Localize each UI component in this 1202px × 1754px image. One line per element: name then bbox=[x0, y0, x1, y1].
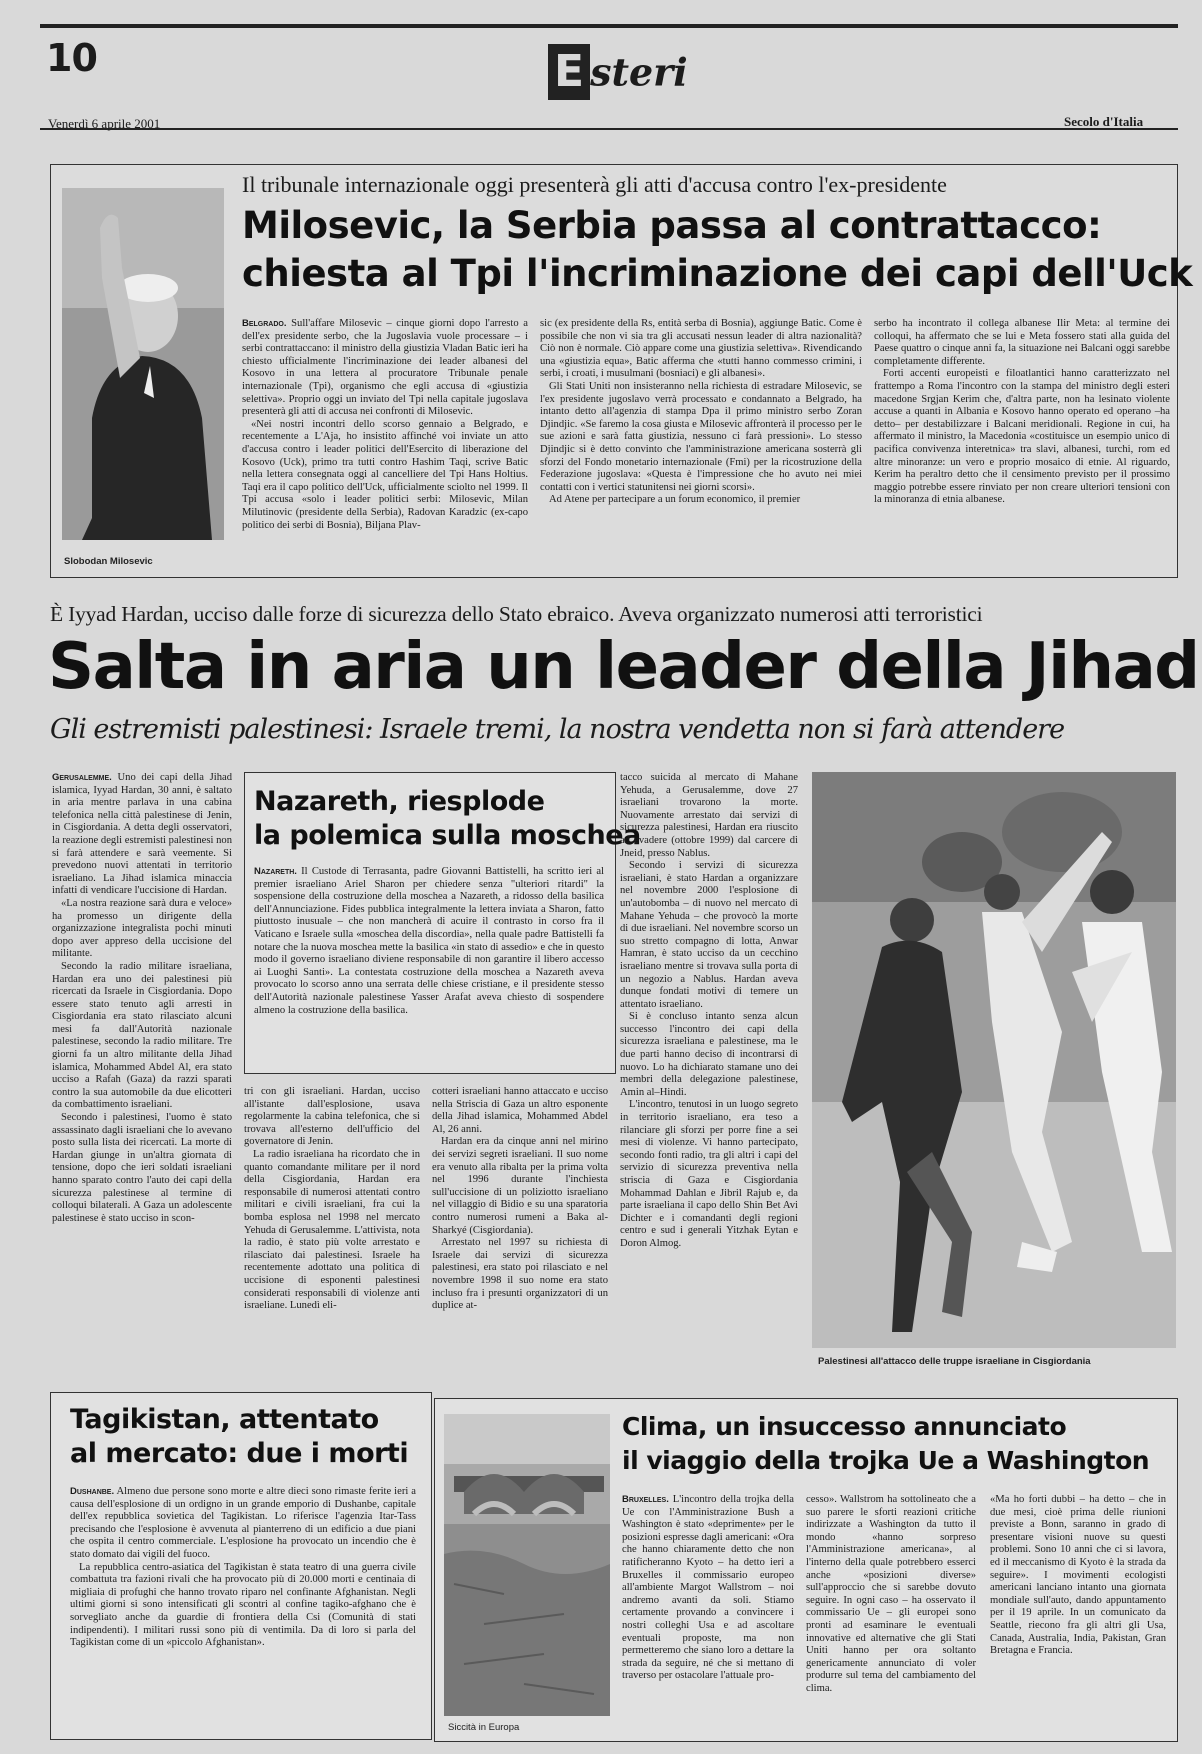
milosevic-photo-caption: Slobodan Milosevic bbox=[64, 556, 153, 567]
tagikistan-column bbox=[70, 1486, 416, 1730]
clima-column-1 bbox=[622, 1494, 794, 1730]
section-rest: steri bbox=[590, 49, 688, 95]
nazareth-title-line2: la polemica sulla moschea bbox=[254, 820, 641, 851]
jihad-column-3 bbox=[432, 1086, 608, 1370]
tagikistan-text-2: La repubblica centro-asiatica del Tagikistan è stata teatro di una guerra civile combattuta tra fazioni rivali che ha provocato più di 20.000 morti e centinaia di migliaia di profughi che hanno trovato riparo nel confinante Afghanistan. Negli ultimi giorni si sono intensificati gli scontri al confine tagiko-afghano che è sorvegliato anche da guardie di frontiera della Csi (Comunità di stati indipendenti). I militari russi sono più di ventimila. Da di loro si parla del Tagikistan come di un «piccolo Afghanistan». bbox=[70, 1561, 416, 1649]
milosevic-text-4: Gli Stati Uniti non insisteranno nella richiesta di estradare Milosevic, se l'ex presidente jugoslavo verrà processato e condannato a Belgrado, ha intanto detto all'agenzia di stampa Dpa il primo ministro serbo Zoran Djindjic. «Se faremo la cosa giusta e Milosevic affronterà il processo per le sue azioni e sarà fatta giustizia, nessuno ci farà pressioni». Lo stesso Djindjic si è detto convinto che l'amministrazione americana sosterrà gli sforzi del Fondo monetario internazionale (Fmi) per la ricostruzione della Federazione jugoslava: «Questa è l'impressione che ho avuto nei miei contatti con i vertici statunitensi nei giorni scorsi». bbox=[540, 380, 862, 493]
milosevic-text-6: serbo ha incontrato il collega albanese Ilir Meta: al termine dei colloqui, ha affermato che se lui e Meta fossero stati alla guida del Paese quattro o cinque anni fa, la situazione nei Balcani oggi sarebbe completamente differente. bbox=[874, 318, 1170, 367]
milosevic-kicker: Il tribunale internazionale oggi presenterà gli atti d'accusa contro l'ex-presidente bbox=[242, 172, 947, 197]
milosevic-text-5: Ad Atene per partecipare a un forum economico, il premier bbox=[549, 494, 801, 506]
tagikistan-title-line2: al mercato: due i morti bbox=[70, 1438, 409, 1469]
jihad-column-4 bbox=[620, 772, 798, 1370]
milosevic-photo bbox=[62, 188, 224, 540]
milosevic-title-line2: chiesta al Tpi l'incriminazione dei capi dell'Uck bbox=[242, 252, 1193, 295]
issue-date: Venerdì 6 aprile 2001 bbox=[48, 116, 161, 131]
jihad-text-11: Secondo i servizi di sicurezza israeliani, è stato Hardan a organizzare nel novembre 2000 l'esplosione di un'autobomba – di nuovo nel mercato di Mahane Yehuda – che provocò la morte di due israeliani. Nel novembre scorso un suo stretto compagno di lotta, Anwar Hamran, è stato ucciso da un cecchino israeliano mentre si trovava sulla porta di un negozio a Nablus. Hardan aveva dunque fondati motivi di temere un attentato israeliano. bbox=[620, 860, 798, 1010]
milosevic-text-2: «Nei nostri incontri dello scorso gennaio a Belgrado, e recentemente a L'Aja, ho insistito affinché voi inviate un atto d'accusa contro i leader politici dell'Esercito di liberazione del Kosovo (Uck), primo tra tutti contro Hashim Taqi, scrive Batic nella lettera consegnata oggi al cancelliere del Tpi Hans Holtius. Taqi era il capo politico dell'Uck, ufficialmente sciolto nel 1999. Il Tpi accusa «solo i leader politici serbi: Milosevic, Milan Milutinovic (presidente della Serbia), Radovan Karadzic (ex-capo politico dei serbi di Bosnia), Biljana Plav- bbox=[242, 418, 528, 531]
section-initial: E bbox=[548, 44, 590, 100]
nazareth-dateline: Nazareth. bbox=[254, 866, 297, 877]
clash-photo-caption: Palestinesi all'attacco delle truppe israeliane in Cisgiordania bbox=[818, 1356, 1091, 1367]
page-number: 10 bbox=[46, 36, 97, 80]
clima-title-line2: il viaggio della trojka Ue a Washington bbox=[622, 1446, 1150, 1475]
clash-photo-drawing bbox=[812, 772, 1176, 1348]
jihad-text-3: Secondo la radio militare israeliana, Hardan era uno dei palestinesi più ricercati da Israele in Cisgiordania. Dopo essere stato tenuto agli arresti in Cisgiordania era stato rilasciato alcuni mesi fa dall'Autorità nazionale palestinese, secondo la radio militare. Tre giorni fa un altro militante della Jihad islamica, Mohammed Abdel Al, era stato ucciso a Rafah (Gaza) da razzi sparati contro la sua automobile da due elicotteri da combattimento israeliani. bbox=[52, 960, 232, 1111]
clima-column-2 bbox=[806, 1494, 976, 1730]
section-title bbox=[548, 44, 688, 100]
nazareth-column bbox=[254, 866, 604, 1064]
tagikistan-text-1: Almeno due persone sono morte e altre dieci sono rimaste ferite ieri a causa dell'esplosione di un ordigno in un grande emporio di Dushanbe, capitale dell'ex repubblica sovietica del Tagikistan. Lo riferisce l'agenzia Itar-Tass precisando che l'esplosione è avvenuta al pianterreno di un edificio a due piani che ospita il centro commerciale. L'esplosione ha provocato un incendio che è stato domato dai vigili del fuoco. bbox=[70, 1486, 416, 1560]
clima-title-line1: Clima, un insuccesso annunciato bbox=[622, 1412, 1067, 1441]
clima-column-3 bbox=[990, 1494, 1166, 1730]
tagikistan-dateline: Dushanbe. bbox=[70, 1486, 115, 1497]
milosevic-column-2 bbox=[540, 318, 862, 566]
top-rule bbox=[40, 24, 1178, 28]
jihad-text-8: Hardan era da cinque anni nel mirino dei servizi segreti israeliani. Il suo nome era venuto alla ribalta per la prima volta nel 1996 durante l'inchiesta sull'uccisione di un poliziotto israeliano nel villaggio di Bidio e su una sparatoria contro numerosi rumeni a Baka al-Sharkyé (Cisgiordania). bbox=[432, 1136, 608, 1236]
jihad-text-13: L'incontro, tenutosi in un luogo segreto in territorio israeliano, era teso a rilanciare gli sforzi per porre fine a sei mesi di violenze. Vi hanno partecipato, secondo fonti radio, tra gli altri i capi del servizio di sicurezza preventiva nella striscia di Gaza e Cisgiordania Mohammad Dahlan e Jibril Rajub e, da parte israeliana il capo dello Shin Bet Avi Dichter e i comandanti degli regioni centro e sud i generali Yitzhak Eytan e Doron Almog. bbox=[620, 1099, 798, 1249]
clima-text-1: L'incontro della trojka della Ue con l'Amministrazione Bush a Washington è stato «deprimente» per le posizioni espresse dagli americani: «Ora che hanno chiaramente detto che non ratificheranno Kyoto – ha detto ieri a Bruxelles il commissario europeo all'ambiente Margot Wallstrom – noi andremo avanti da soli. Stiamo certamente provando a convincere i nostri colleghi Usa e ad ascoltare eventuali proposte, ma non permetteremo che siano loro a dettare la strada da seguire, né che si mettano di traverso per ostacolare l'attuale pro- bbox=[622, 1494, 794, 1682]
milosevic-column-1 bbox=[242, 318, 528, 566]
jihad-text-10: tacco suicida al mercato di Mahane Yehuda, a Gerusalemme, dove 27 israeliani trovarono la morte. Nuovamente arrestato dai servizi di sicurezza palestinesi, Hardan era riuscito ad evadere (ottobre 1999) dal carcere di Jneid, presso Nablus. bbox=[620, 772, 798, 859]
jihad-text-5: tri con gli israeliani. Hardan, ucciso all'istante dall'esplosione, usava regolarmente la cabina telefonica, che si trovava all'esterno dell'ufficio del governatore di Jenin. bbox=[244, 1086, 420, 1148]
milosevic-title-line1: Milosevic, la Serbia passa al contrattacco: bbox=[242, 204, 1102, 247]
jihad-kicker: È Iyyad Hardan, ucciso dalle forze di sicurezza dello Stato ebraico. Aveva organizzato numerosi atti terroristici bbox=[50, 602, 983, 626]
jihad-column-2 bbox=[244, 1086, 420, 1370]
jihad-column-1 bbox=[52, 772, 232, 1370]
jihad-text-4: Secondo i palestinesi, l'uomo è stato assassinato dagli israeliani che lo avevano posto sulla lista dei ricercati. La morte di Hardan giunge in un'altra giornata di tensione, dopo che ieri soldati israeliani hanno sparato contro l'auto dei capi della sicurezza palestinese al termine di colloqui bilaterali. A Gaza un adolescente palestinese è stato ucciso in scon- bbox=[52, 1112, 232, 1224]
jihad-text-2: «La nostra reazione sarà dura e veloce» ha promesso un dirigente della organizzazione integralista pochi minuti dopo aver appreso della uccisione del militante. bbox=[52, 897, 232, 960]
jihad-text-12: Si è concluso intanto senza alcun successo l'incontro dei capi della sicurezza israeliana e palestinese, ma le due parti hanno deciso di incontrarsi di nuovo. Lo ha dichiarato stamane uno dei membri della delegazione palestinese, Amin al–Hindi. bbox=[620, 1011, 798, 1098]
nazareth-title-line1: Nazareth, riesplode bbox=[254, 786, 545, 817]
jihad-dateline: Gerusalemme. bbox=[52, 772, 112, 783]
clash-photo bbox=[812, 772, 1176, 1348]
drought-photo bbox=[444, 1414, 610, 1716]
milosevic-text-3: sic (ex presidente della Rs, entità serba di Bosnia), aggiunge Batic. Come è possibile che non vi sia tra gli accusati nessun leader di altra nazionalità? Ciò non è normale. Ciò appare come una giustizia selettiva». Rivendicando una «giustizia equa», Batic afferma che «tutti hanno commesso crimini, i serbi, i croati, i musulmani (bosniaci) e gli albanesi». bbox=[540, 318, 862, 380]
jihad-title: Salta in aria un leader della Jihad bbox=[48, 630, 1199, 704]
milosevic-text-7: Forti accenti europeisti e filoatlantici hanno caratterizzato nel frattempo a Roma l'incontro con la stampa del ministro degli esteri macedone Srgjan Kerim che, d'altra parte, non ha lesinato violente accuse a quanti in Albania e Kosovo hanno operato ed operano –ha detto– per destabilizzare i Balcani meridionali. Regione in cui, ha affermato il ministro, la Macedonia «costituisce un esempio unico di pacifica convivenza interetnica» tra slavi, albanesi, turchi, rom ed altre minoranze: un vero e proprio mosaico di etnie. Al riguardo, Kerim ha peraltro detto che il censimento previsto per il prossimo maggio potrebbe essere rinviato per non creare ulteriori tensioni con la minoranza di etnia albanese. bbox=[874, 368, 1170, 506]
jihad-text-6: La radio israeliana ha ricordato che in quanto comandante militare per il nord della Cisgiordania, Hardan era responsabile di numerosi attentati contro militari e civili israeliani, fra cui la bomba esplosa nel 1998 nel mercato Yehuda di Gerusalemme. L'attivista, nota la radio, è stato più volte arrestato e rilasciato dai palestinesi. Israele ha recentemente adottato una politica di uccisione di esponenti palestinesi considerati responsabili di violenze anti israeliane. Lunedì eli- bbox=[244, 1148, 420, 1312]
milosevic-dateline: Belgrado. bbox=[242, 318, 287, 329]
milosevic-column-3 bbox=[874, 318, 1170, 566]
jihad-subtitle: Gli estremisti palestinesi: Israele tremi, la nostra vendetta non si farà attendere bbox=[50, 714, 1065, 745]
clima-text-3: «Ma ho forti dubbi – ha detto – che in due mesi, cioè prima delle riunioni previste a Bonn, saranno in grado di presentare visioni nuove su questi problemi. Sono 10 anni che ci si lavora, ed il meccanismo di Kyoto è la strada da seguire». I movimenti ecologisti americani lanciano intanto una giornata mondiale sull'auto, dando appuntamento per il 19 aprile. In un comunicato da Seattle, riecono fra gli altri gli Usa, Canada, Australia, India, Pakistan, Gran Bretagna e Francia. bbox=[990, 1494, 1166, 1657]
newspaper-name: Secolo d'Italia bbox=[1064, 114, 1144, 129]
jihad-text-7: cotteri israeliani hanno attaccato e ucciso nella Striscia di Gaza un altro esponente della Jihad islamica, Mohammed Abdel Al, 26 anni. bbox=[432, 1086, 608, 1135]
jihad-text-1: Uno dei capi della Jihad islamica, Iyyad Hardan, 30 anni, è saltato in aria mentre parlava in una cabina telefonica nella città palestinese di Jenin, in Cisgiordania. A detta degli osservatori, la reazione degli estremisti palestinesi non si farà attendere e sarà veemente. Si prevedono nuovi attentati in territorio israeliano. La Jihad islamica minaccia infatti di vendicare l'uccisione di Hardan. bbox=[52, 772, 232, 897]
clima-text-2: cesso». Wallstrom ha sottolineato che a suo parere le sforti reazioni critiche indirizzate a Washington da tutto il mondo «hanno sorpreso l'Amministrazione americana», al l'interno della quale potrebbero esserci anche «posizioni diverse» sull'approccio che si sarebbe dovuto seguire. In ogni caso – ha osservato il commissario Ue – gli europei sono pronti ad esaminare le eventuali innovative ed alternative che gli Stati Uniti hanno per ora soltanto genericamente annunciato di voler produrre sul tema del cambiamento del clima. bbox=[806, 1494, 976, 1694]
tagikistan-title-line1: Tagikistan, attentato bbox=[70, 1404, 379, 1435]
drought-photo-drawing bbox=[444, 1414, 610, 1716]
drought-photo-caption: Siccità in Europa bbox=[448, 1722, 520, 1733]
jihad-text-9: Arrestato nel 1997 su richiesta di Israele dai servizi di sicurezza palestinesi, era stato poi rilasciato e nel novembre 1998 il suo nome era stato incluso fra i presunti organizzatori di un duplice at- bbox=[432, 1237, 608, 1312]
nazareth-text: Il Custode di Terrasanta, padre Giovanni Battistelli, ha scritto ieri al premier israeliano Ariel Sharon per chiedere senza "ulteriori ritardi" la sospensione della costruzione della moschea a Nazareth, a ridosso della basilica dell'Annunciazione. Fides pubblica integralmente la lettera inviata a Sharon, fatto piuttosto inusuale – che non mancherà di acuire il contrasto in corso fra il Vaticano e Israele sulla «moschea della discordia», nella quale padre Battistelli fa notare che la nuova moschea mette la basilica «in stato di assedio» e che in questo modo il governo israeliano diviene responsabile di non garantire il libero accesso ai Luoghi Santi». La contestata costruzione della moschea a Nazareth aveva provocato lo scorso anno una serrata delle chiese cristiane, e il presidente stesso dell'Autorità nazionale palestinese Yasser Arafat aveva chiesto di sospendere almeno la costruzione della basilica. bbox=[254, 866, 604, 1016]
clima-dateline: Bruxelles. bbox=[622, 1494, 669, 1505]
milosevic-text-1: Sull'affare Milosevic – cinque giorni dopo l'arresto a dell'ex presidente serbo, che la Jugoslavia vuole processare – i serbi contrattaccano: il ministro della giustizia Vladan Batic ieri ha chiesto ufficialmente l'incriminazione dei leader albanesi del Kosovo in una lettera al procuratore Tribunale penale internazionale (Tpi), organismo che egli accusa di «giustizia selettiva». Proprio oggi un inviato del Tpi nella capitale jugoslava presenterà gli atti di accusa nei confronti di Milosevic. bbox=[242, 318, 528, 418]
milosevic-photo-drawing bbox=[62, 188, 224, 540]
date-rule bbox=[40, 128, 1178, 130]
